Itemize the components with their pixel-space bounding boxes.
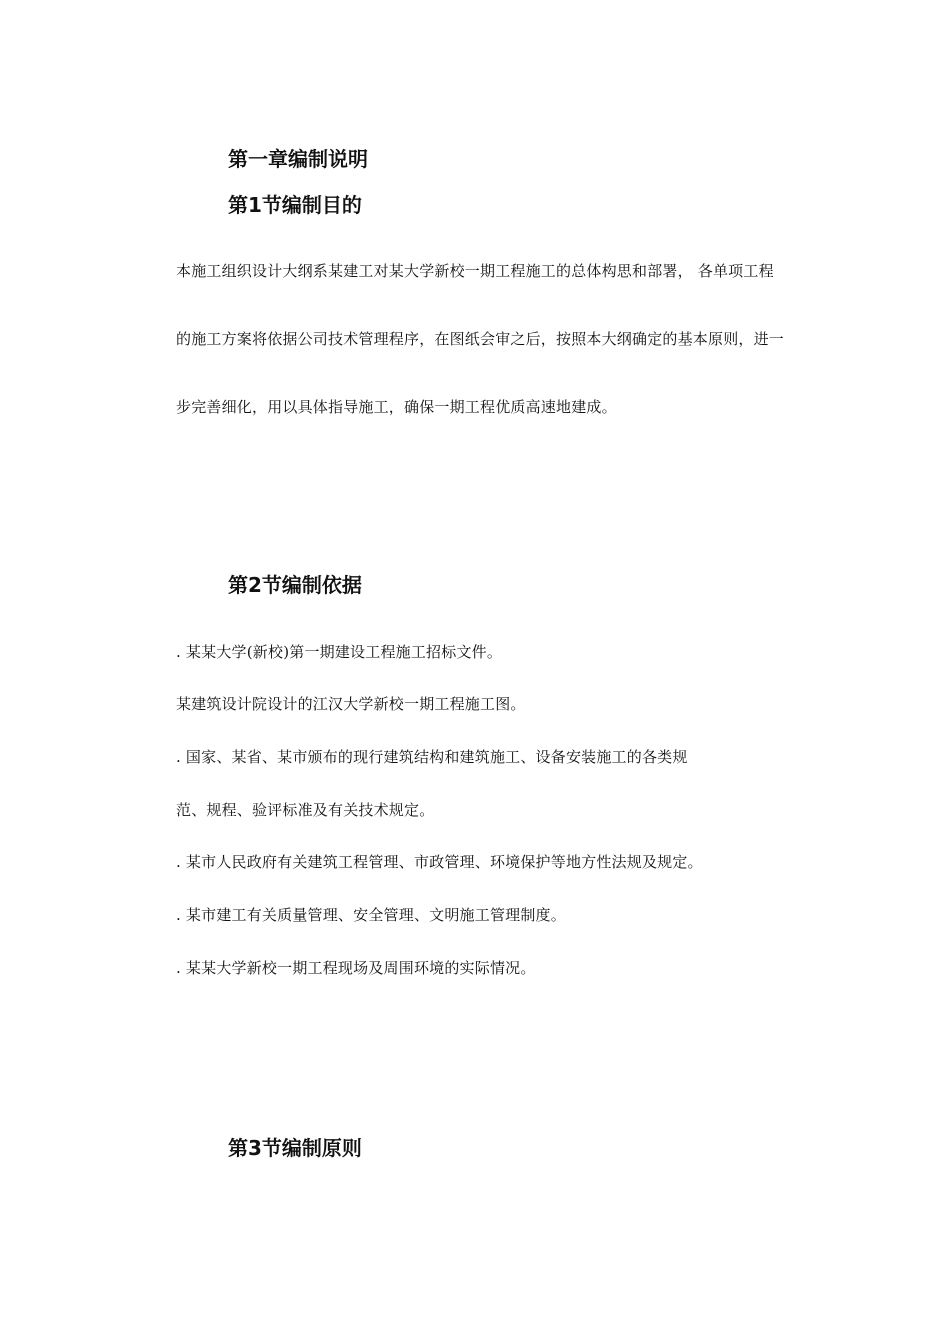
section-3-title: 第3节编制原则 <box>228 1136 362 1160</box>
section-2-title: 第2节编制依据 <box>228 573 362 597</box>
basis-list-item: . 某市建工有关质量管理、安全管理、文明施工管理制度。 <box>176 906 566 924</box>
chapter-title: 第一章编制说明 <box>228 147 368 171</box>
basis-list-item: . 某某大学(新校)第一期建设工程施工招标文件。 <box>176 643 503 661</box>
section-1-paragraph-line: 本施工组织设计大纲系某建工对某大学新校一期工程施工的总体构思和部署， 各单项工程 <box>176 262 774 280</box>
basis-list-item: . 某某大学新校一期工程现场及周围环境的实际情况。 <box>176 959 536 977</box>
section-1-title: 第1节编制目的 <box>228 193 362 217</box>
section-1-paragraph-line: 步完善细化，用以具体指导施工，确保一期工程优质高速地建成。 <box>176 398 617 416</box>
basis-list-item: . 某市人民政府有关建筑工程管理、市政管理、环境保护等地方性法规及规定。 <box>176 853 703 871</box>
basis-list-item-continuation: 范、规程、验评标准及有关技术规定。 <box>176 801 435 819</box>
section-1-paragraph-line: 的施工方案将依据公司技术管理程序，在图纸会审之后，按照本大纲确定的基本原则，进一 <box>176 330 785 348</box>
basis-list-item: . 国家、某省、某市颁布的现行建筑结构和建筑施工、设备安装施工的各类规 <box>176 748 688 766</box>
basis-list-item: 某建筑设计院设计的江汉大学新校一期工程施工图。 <box>176 695 526 713</box>
